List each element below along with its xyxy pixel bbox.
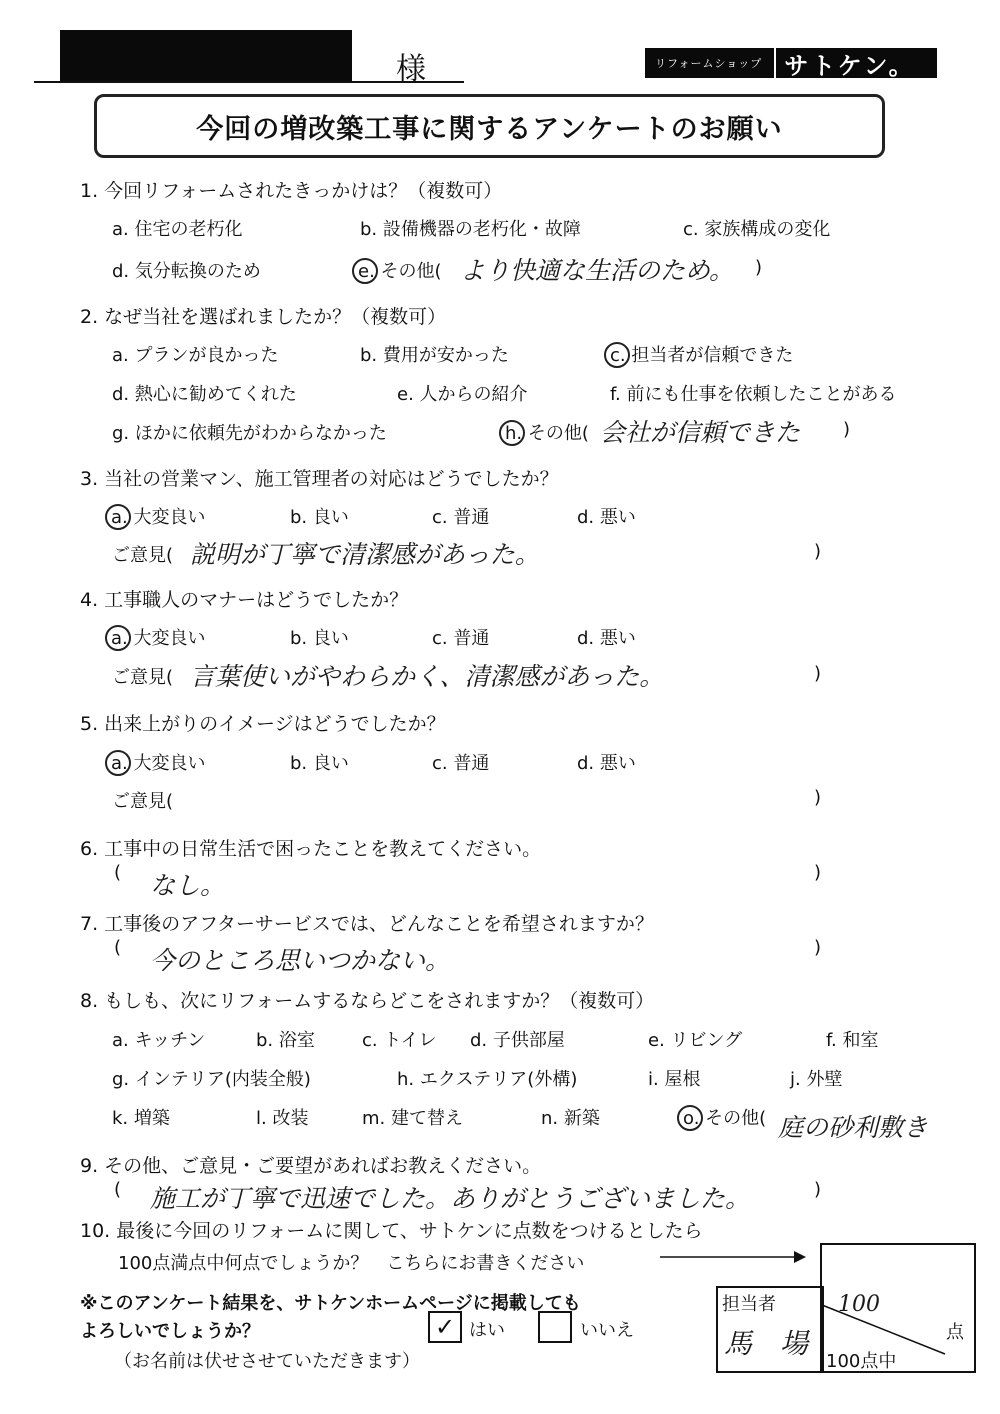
q8-option-c[interactable]: c. トイレ — [362, 1030, 437, 1051]
q3-opinion-label: ご意見( — [112, 545, 174, 566]
q9-answer[interactable]: 施工が丁寧で迅速でした。ありがとうございました。 — [150, 1184, 751, 1213]
q8-option-i[interactable]: i. 屋根 — [648, 1069, 701, 1090]
q10-question: 10. 最後に今回のリフォームに関して、サトケンに点数をつけるとしたら — [80, 1220, 703, 1242]
q8-option-f[interactable]: f. 和室 — [826, 1030, 879, 1051]
q4-opinion-answer[interactable]: 言葉使いがやわらかく、清潔感があった。 — [190, 662, 665, 691]
q2-option-c[interactable]: c. 担当者が信頼できた — [610, 345, 794, 366]
q2-option-h[interactable]: h. その他( — [505, 423, 589, 444]
q1-other-answer[interactable]: より快適な生活のため。 — [460, 256, 735, 285]
q8-option-b[interactable]: b. 浴室 — [256, 1030, 315, 1051]
staff-label: 担当者 — [722, 1294, 776, 1315]
q1-option-e[interactable]: e. その他( — [358, 261, 442, 282]
q8-option-g[interactable]: g. インテリア(内装全般) — [112, 1069, 311, 1090]
q5-opinion-label: ご意見( — [112, 791, 174, 812]
publish-yes-label: はい — [469, 1320, 505, 1341]
publish-question-line1: ※このアンケート結果を、サトケンホームページに掲載しても — [80, 1293, 581, 1314]
q8-option-d[interactable]: d. 子供部屋 — [470, 1030, 565, 1051]
score-unit: 点 — [946, 1322, 964, 1343]
arrow-head — [794, 1251, 806, 1263]
publish-no-checkbox[interactable] — [538, 1311, 572, 1343]
q1-option-b[interactable]: b. 設備機器の老朽化・故障 — [360, 219, 581, 240]
honorific-sama: 様 — [396, 52, 426, 87]
q8-option-j[interactable]: j. 外壁 — [790, 1069, 843, 1090]
q5-option-b[interactable]: b. 良い — [290, 753, 349, 774]
q2-question: 2. なぜ当社を選ばれましたか？（複数可） — [80, 306, 447, 328]
q1-option-c[interactable]: c. 家族構成の変化 — [683, 219, 831, 240]
q4-option-d[interactable]: d. 悪い — [577, 628, 636, 649]
q7-close-paren: ) — [814, 937, 822, 958]
q6-question: 6. 工事中の日常生活で困ったことを教えてください。 — [80, 838, 542, 860]
q2-option-d[interactable]: d. 熱心に勧めてくれた — [112, 384, 297, 405]
q9-close-paren: ) — [814, 1179, 822, 1200]
q2-other-close: ) — [843, 419, 851, 440]
q9-question: 9. その他、ご意見・ご要望があればお教えください。 — [80, 1155, 542, 1177]
shop-logo-name: サトケン。 — [774, 46, 915, 81]
q7-question: 7. 工事後のアフターサービスでは、どんなことを希望されますか？ — [80, 913, 654, 935]
q1-other-close: ) — [755, 257, 763, 278]
q4-question: 4. 工事職人のマナーはどうでしたか？ — [80, 589, 409, 611]
q6-answer[interactable]: なし。 — [150, 871, 226, 900]
q2-other-answer[interactable]: 会社が信頼できた — [600, 418, 801, 447]
q2-option-a[interactable]: a. プランが良かった — [112, 345, 279, 366]
publish-question-line2: よろしいでしょうか？ — [80, 1321, 260, 1342]
q7-answer[interactable]: 今のところ思いつかない。 — [150, 946, 451, 975]
q2-option-b[interactable]: b. 費用が安かった — [360, 345, 509, 366]
q4-option-b[interactable]: b. 良い — [290, 628, 349, 649]
q8-option-m[interactable]: m. 建て替え — [362, 1108, 463, 1129]
q6-open-paren: ( — [114, 862, 122, 883]
q8-option-n[interactable]: n. 新築 — [541, 1108, 600, 1129]
q8-option-k[interactable]: k. 増築 — [112, 1108, 170, 1129]
q8-option-o[interactable]: o. その他( — [683, 1108, 767, 1129]
q6-close-paren: ) — [814, 862, 822, 883]
q2-option-g[interactable]: g. ほかに依頼先がわからなかった — [112, 423, 387, 444]
q8-other-answer[interactable]: 庭の砂利敷き — [778, 1113, 929, 1142]
staff-name: 馬 場 — [724, 1327, 809, 1360]
shop-logo-sub: リフォームショップ — [655, 57, 763, 70]
q3-opinion-answer[interactable]: 説明が丁寧で清潔感があった。 — [190, 540, 540, 569]
q1-option-a[interactable]: a. 住宅の老朽化 — [112, 219, 243, 240]
q8-question: 8. もしも、次にリフォームするならどこをされますか？（複数可） — [80, 990, 655, 1012]
q3-option-b[interactable]: b. 良い — [290, 507, 349, 528]
publish-note: （お名前は伏せさせていただきます） — [114, 1351, 420, 1372]
score-value[interactable]: 100 — [838, 1292, 880, 1317]
q3-option-c[interactable]: c. 普通 — [432, 507, 490, 528]
q7-open-paren: ( — [114, 937, 122, 958]
q3-option-a[interactable]: a. 大変良い — [111, 507, 206, 528]
publish-no-label: いいえ — [580, 1320, 634, 1341]
q5-opinion-close: ) — [814, 787, 822, 808]
score-caption: 100点中 — [826, 1351, 897, 1372]
q5-option-a[interactable]: a. 大変良い — [111, 753, 206, 774]
q3-opinion-close: ) — [814, 541, 822, 562]
q2-option-e[interactable]: e. 人からの紹介 — [397, 384, 528, 405]
q5-option-c[interactable]: c. 普通 — [432, 753, 490, 774]
q5-question: 5. 出来上がりのイメージはどうでしたか？ — [80, 713, 446, 735]
q8-option-h[interactable]: h. エクステリア(外構) — [397, 1069, 578, 1090]
q1-question: 1. 今回リフォームされたきっかけは？（複数可） — [80, 180, 503, 202]
q2-option-f[interactable]: f. 前にも仕事を依頼したことがある — [610, 384, 897, 405]
q9-open-paren: ( — [114, 1179, 122, 1200]
q8-option-e[interactable]: e. リビング — [648, 1030, 743, 1051]
q4-opinion-label: ご意見( — [112, 667, 174, 688]
survey-title: 今回の増改築工事に関するアンケートのお願い — [196, 113, 783, 145]
publish-yes-checkbox[interactable]: ✓ — [428, 1311, 462, 1343]
q3-question: 3. 当社の営業マン、施工管理者の対応はどうでしたか？ — [80, 468, 559, 490]
q3-option-d[interactable]: d. 悪い — [577, 507, 636, 528]
q10-question-line2: 100点満点中何点でしょうか？ こちらにお書きください — [118, 1253, 585, 1274]
q4-option-a[interactable]: a. 大変良い — [111, 628, 206, 649]
q4-option-c[interactable]: c. 普通 — [432, 628, 490, 649]
q5-option-d[interactable]: d. 悪い — [577, 753, 636, 774]
q8-option-l[interactable]: l. 改装 — [256, 1108, 309, 1129]
q4-opinion-close: ) — [814, 663, 822, 684]
q1-option-d[interactable]: d. 気分転換のため — [112, 261, 261, 282]
q8-option-a[interactable]: a. キッチン — [112, 1030, 206, 1051]
